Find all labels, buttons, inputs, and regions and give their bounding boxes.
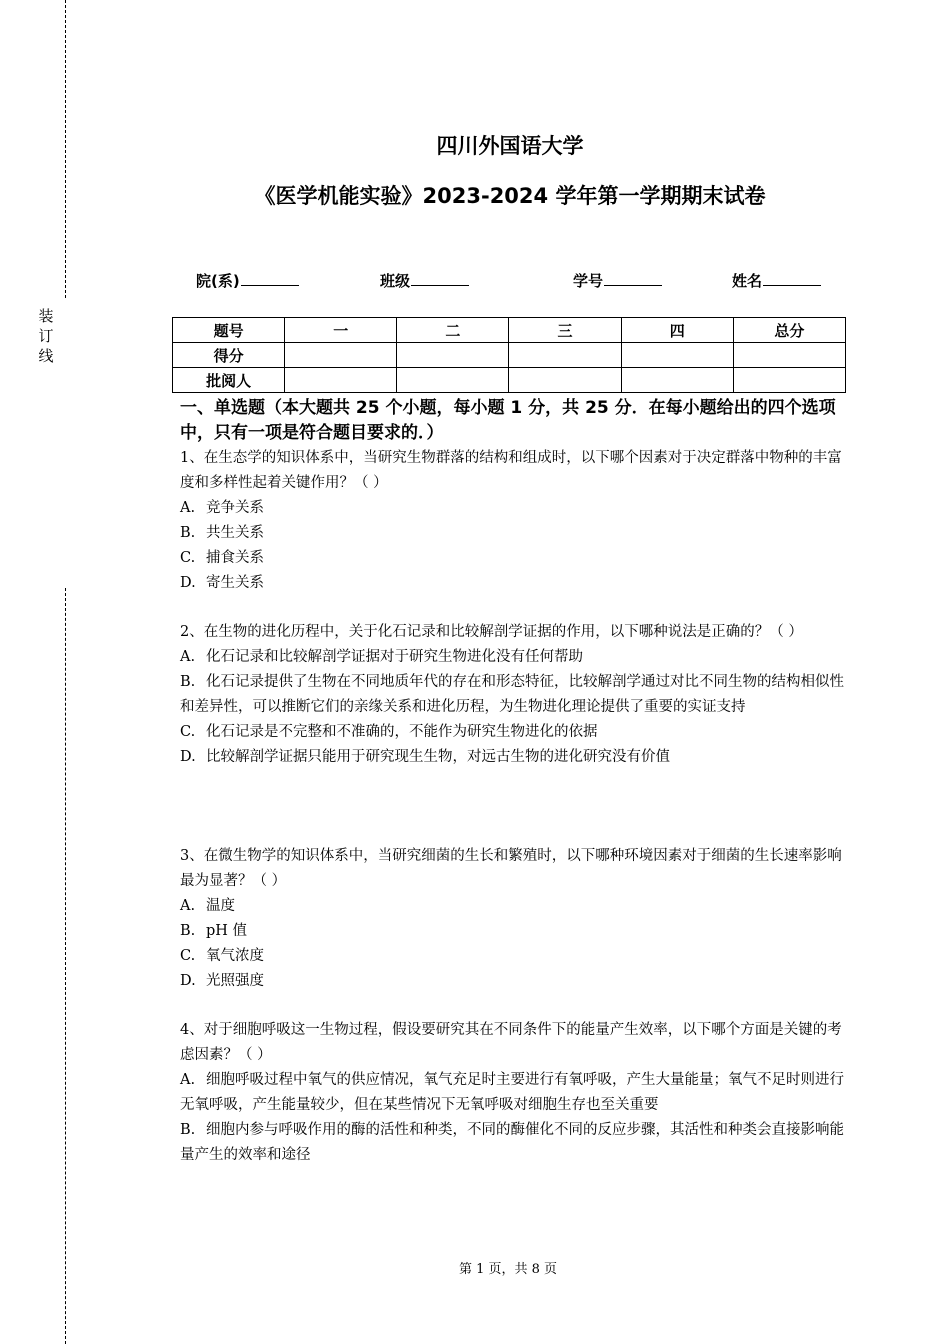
option-b[interactable]: B. pH 值 bbox=[180, 923, 248, 939]
score-table-row bbox=[173, 343, 846, 368]
question-2 bbox=[180, 620, 845, 770]
option-a[interactable]: A. 温度 bbox=[180, 898, 235, 914]
department-field[interactable] bbox=[196, 270, 299, 291]
question-stem: 1、在生态学的知识体系中，当研究生物群落的结构和组成时，以下哪个因素对于决定群落中物种的丰富度和多样性起着关键作用？（ ） bbox=[180, 450, 842, 491]
binding-char: 线 bbox=[38, 347, 54, 365]
score-header-cell: 总分 bbox=[733, 318, 845, 343]
score-table bbox=[172, 317, 846, 393]
student-id-label: 学号 bbox=[573, 272, 604, 290]
question-4 bbox=[180, 1018, 845, 1168]
name-label: 姓名 bbox=[732, 272, 763, 290]
score-header-cell: 二 bbox=[397, 318, 509, 343]
reviewer-row-label: 批阅人 bbox=[173, 368, 285, 393]
binding-char: 订 bbox=[38, 327, 54, 345]
option-c[interactable]: C. 捕食关系 bbox=[180, 550, 264, 566]
reviewer-cell[interactable] bbox=[621, 368, 733, 393]
name-field[interactable] bbox=[732, 270, 821, 291]
option-d[interactable]: D. 比较解剖学证据只能用于研究现生生物，对远古生物的进化研究没有价值 bbox=[180, 749, 670, 765]
binding-line-bottom bbox=[65, 588, 66, 1344]
university-title: 四川外国语大学 bbox=[436, 134, 584, 158]
binding-char: 装 bbox=[38, 307, 54, 325]
score-row-label: 得分 bbox=[173, 343, 285, 368]
question-1 bbox=[180, 446, 845, 596]
question-3 bbox=[180, 844, 845, 994]
option-a[interactable]: A. 细胞呼吸过程中氧气的供应情况，氧气充足时主要进行有氧呼吸，产生大量能量；氧气不足时则进行无氧呼吸，产生能量较少，但在某些情况下无氧呼吸对细胞生存也至关重要 bbox=[180, 1072, 844, 1113]
reviewer-cell[interactable] bbox=[509, 368, 621, 393]
page-footer: 第 1 页，共 8 页 bbox=[458, 1262, 558, 1277]
score-cell[interactable] bbox=[285, 343, 397, 368]
option-d[interactable]: D. 光照强度 bbox=[180, 973, 264, 989]
option-b[interactable]: B. 细胞内参与呼吸作用的酶的活性和种类，不同的酶催化不同的反应步骤，其活性和种类会直接影响能量产生的效率和途径 bbox=[180, 1122, 844, 1163]
score-header-cell: 题号 bbox=[173, 318, 285, 343]
student-info-row bbox=[0, 270, 950, 294]
reviewer-table-row bbox=[173, 368, 846, 393]
class-field[interactable] bbox=[380, 270, 469, 291]
score-cell[interactable] bbox=[733, 343, 845, 368]
option-a[interactable]: A. 竞争关系 bbox=[180, 500, 264, 516]
department-blank[interactable] bbox=[241, 271, 299, 286]
score-cell[interactable] bbox=[621, 343, 733, 368]
class-blank[interactable] bbox=[411, 271, 469, 286]
option-c[interactable]: C. 化石记录是不完整和不准确的，不能作为研究生物进化的依据 bbox=[180, 724, 598, 740]
option-b[interactable]: B. 化石记录提供了生物在不同地质年代的存在和形态特征，比较解剖学通过对比不同生物的结构相似性和差异性，可以推断它们的亲缘关系和进化历程，为生物进化理论提供了重要的实证支持 bbox=[180, 674, 844, 715]
student-id-blank[interactable] bbox=[604, 271, 662, 286]
binding-label bbox=[38, 306, 54, 366]
question-stem: 4、对于细胞呼吸这一生物过程，假设要研究其在不同条件下的能量产生效率，以下哪个方面是关键的考虑因素？（ ） bbox=[180, 1022, 842, 1063]
reviewer-cell[interactable] bbox=[733, 368, 845, 393]
department-label: 院(系) bbox=[196, 272, 240, 290]
score-cell[interactable] bbox=[509, 343, 621, 368]
score-header-cell: 四 bbox=[621, 318, 733, 343]
score-table-header-row bbox=[173, 318, 846, 343]
class-label: 班级 bbox=[380, 272, 411, 290]
student-id-field[interactable] bbox=[573, 270, 662, 291]
question-stem: 3、在微生物学的知识体系中，当研究细菌的生长和繁殖时，以下哪种环境因素对于细菌的生长速率影响最为显著？（ ） bbox=[180, 848, 842, 889]
reviewer-cell[interactable] bbox=[285, 368, 397, 393]
reviewer-cell[interactable] bbox=[397, 368, 509, 393]
option-c[interactable]: C. 氧气浓度 bbox=[180, 948, 264, 964]
name-blank[interactable] bbox=[763, 271, 821, 286]
exam-title: 《医学机能实验》2023-2024 学年第一学期期末试卷 bbox=[254, 184, 766, 208]
score-cell[interactable] bbox=[397, 343, 509, 368]
question-stem: 2、在生物的进化历程中，关于化石记录和比较解剖学证据的作用，以下哪种说法是正确的？（ ） bbox=[180, 624, 803, 640]
option-b[interactable]: B. 共生关系 bbox=[180, 525, 264, 541]
section-heading: 一、单选题（本大题共 25 个小题，每小题 1 分，共 25 分．在每小题给出的四个选项中，只有一项是符合题目要求的．） bbox=[180, 398, 836, 443]
option-a[interactable]: A. 化石记录和比较解剖学证据对于研究生物进化没有任何帮助 bbox=[180, 649, 583, 665]
score-header-cell: 一 bbox=[285, 318, 397, 343]
option-d[interactable]: D. 寄生关系 bbox=[180, 575, 264, 591]
score-header-cell: 三 bbox=[509, 318, 621, 343]
